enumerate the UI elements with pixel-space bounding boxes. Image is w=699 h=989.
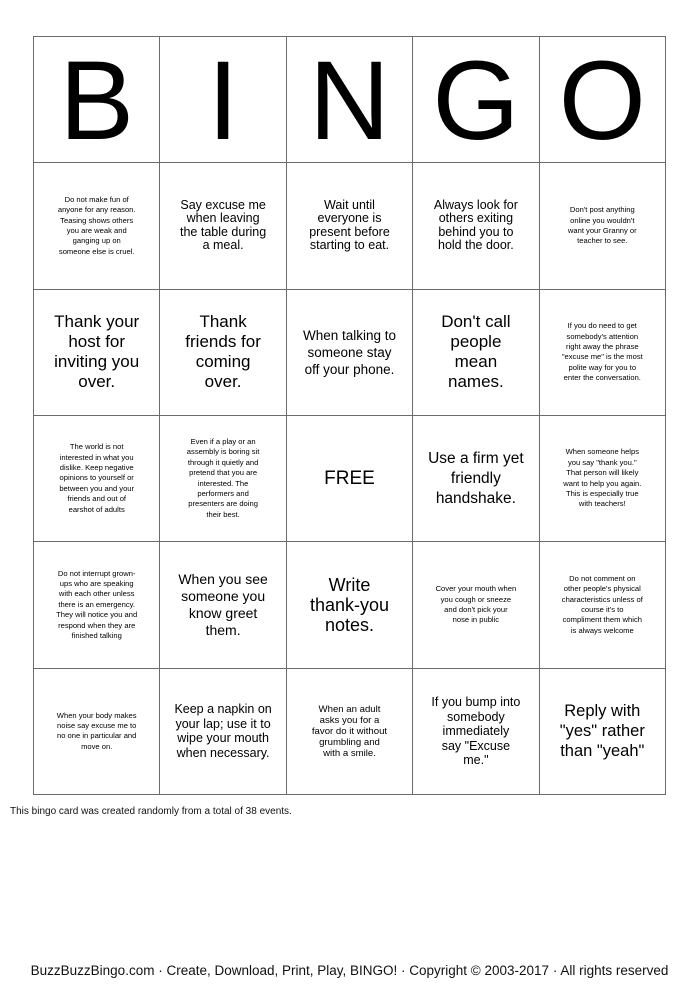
header-letter-b: B (34, 37, 160, 163)
bingo-square: Do not make fun of anyone for any reason. Teasing shows others you are weak and ganging up on someone else is cruel. (34, 163, 160, 289)
header-letter-i: I (160, 37, 286, 163)
bingo-square: The world is not interested in what you dislike. Keep negative opinions to yourself or between you and your friends and out of earshot of adults (34, 416, 160, 542)
header-letter-o: O (540, 37, 666, 163)
bingo-square: When your body makes noise say excuse me to no one in particular and move on. (34, 669, 160, 795)
card-generation-note: This bingo card was created randomly from a total of 38 events. (10, 806, 292, 817)
bingo-square: Reply with "yes" rather than "yeah" (540, 669, 666, 795)
bingo-card (33, 36, 666, 795)
header-letter-n: N (287, 37, 413, 163)
bingo-square: Use a firm yet friendly handshake. (413, 416, 539, 542)
bingo-square: When you see someone you know greet them. (160, 542, 286, 668)
free-square: FREE (287, 416, 413, 542)
bingo-square: Wait until everyone is present before starting to eat. (287, 163, 413, 289)
bingo-square: When talking to someone stay off your phone. (287, 290, 413, 416)
bingo-square: Do not comment on other people's physical characteristics unless of course it's to compliment them which is always welcome (540, 542, 666, 668)
bingo-square: Don't post anything online you wouldn't want your Granny or teacher to see. (540, 163, 666, 289)
bingo-square: Cover your mouth when you cough or sneeze and don't pick your nose in public (413, 542, 539, 668)
header-letter-g: G (413, 37, 539, 163)
bingo-square: Always look for others exiting behind you to hold the door. (413, 163, 539, 289)
bingo-square: Write thank-you notes. (287, 542, 413, 668)
bingo-square: When an adult asks you for a favor do it without grumbling and with a smile. (287, 669, 413, 795)
bingo-square: Do not interrupt grown-ups who are speaking with each other unless there is an emergency. They will notice you and respond when they are finished talking (34, 542, 160, 668)
bingo-square: Even if a play or an assembly is boring sit through it quietly and pretend that you are interested. The performers and presenters are doing their best. (160, 416, 286, 542)
bingo-square: Keep a napkin on your lap; use it to wipe your mouth when necessary. (160, 669, 286, 795)
bingo-square: If you do need to get somebody's attention right away the phrase "excuse me" is the most polite way for you to enter the conversation. (540, 290, 666, 416)
bingo-square: Say excuse me when leaving the table during a meal. (160, 163, 286, 289)
page-footer: BuzzBuzzBingo.com · Create, Download, Print, Play, BINGO! · Copyright © 2003-2017 · All rights reserved (30, 963, 669, 978)
bingo-square: When someone helps you say "thank you." That person will likely want to help you again. This is especially true with teachers! (540, 416, 666, 542)
bingo-square: Thank your host for inviting you over. (34, 290, 160, 416)
bingo-square: If you bump into somebody immediately say "Excuse me." (413, 669, 539, 795)
bingo-square: Don't call people mean names. (413, 290, 539, 416)
bingo-square: Thank friends for coming over. (160, 290, 286, 416)
